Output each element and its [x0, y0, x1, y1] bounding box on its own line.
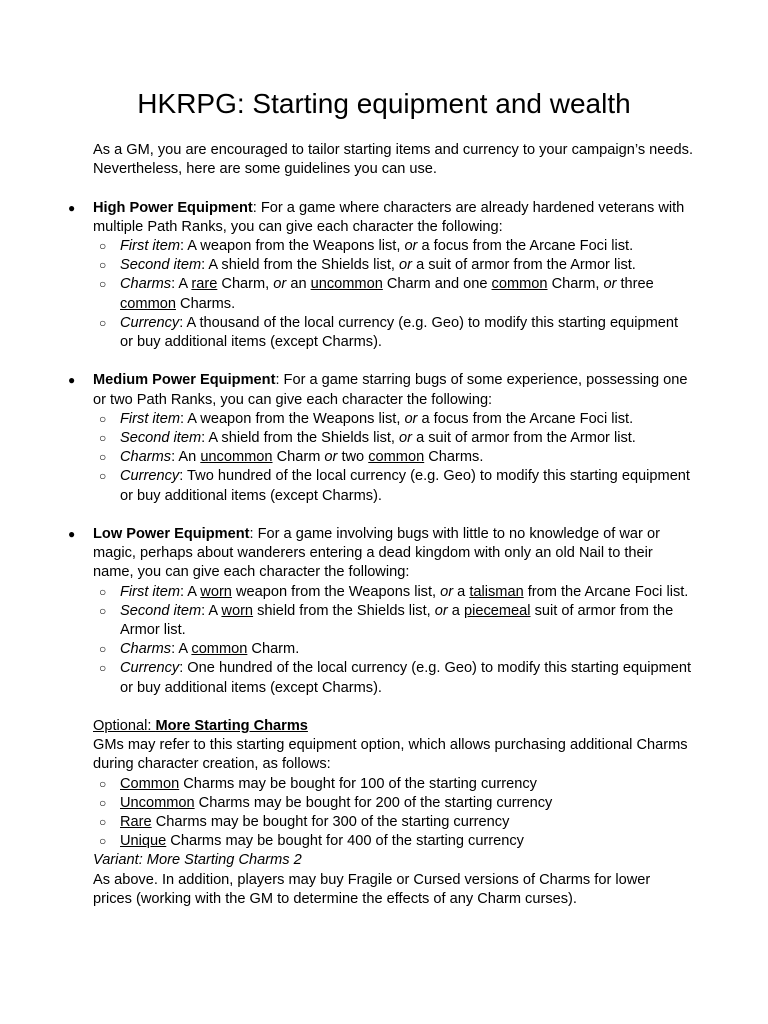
- circle-bullet-icon: ○: [99, 411, 107, 426]
- circle-bullet-icon: ○: [99, 239, 107, 253]
- optional-charm-price-list: [93, 775, 693, 852]
- list-item: ○ Common Charms may be bought for 100 of the starting currency: [120, 775, 693, 794]
- optional-section: [93, 717, 693, 909]
- list-item: ○ Charms: A rare Charm, or an uncommon Charm and one common Charm, or three common Charms.: [99, 276, 654, 312]
- intro-paragraph: As a GM, you are encouraged to tailor starting items and currency to your campaign’s needs. Nevertheless, here are some guidelines you can use.: [93, 142, 694, 178]
- circle-bullet-icon: ○: [99, 469, 107, 484]
- list-item: ○ Second item: A shield from the Shields list, or a suit of armor from the Armor list.: [120, 429, 693, 448]
- variant-description: As above. In addition, players may buy Fragile or Cursed versions of Charms for lower prices (working with the GM to determine the effects of any Charm curses).: [93, 871, 651, 907]
- document-body: [68, 141, 694, 909]
- high-power-heading: High Power Equipment: [93, 199, 253, 216]
- list-item: ○ Uncommon Charms may be bought for 200 of the starting currency: [120, 794, 693, 813]
- circle-bullet-icon: ○: [99, 642, 107, 657]
- low-power-description: Low Power Equipment: For a game involving bugs with little to no knowledge of war or magic, perhaps about wanderers entering a dead kingdom with only an old Nail to their name, you can give each character the following:: [93, 526, 660, 581]
- circle-bullet-icon: ○: [99, 776, 107, 791]
- bullet-icon: ●: [68, 527, 76, 542]
- list-item: ○ First item: A worn weapon from the Weapons list, or a talisman from the Arcane Foci list.: [120, 583, 693, 602]
- list-item: ○ Unique Charms may be bought for 400 of the starting currency: [120, 832, 693, 851]
- list-item: ○ Charms: An uncommon Charm or two common Charms.: [120, 448, 693, 467]
- list-item: ○ Rare Charms may be bought for 300 of the starting currency: [120, 813, 693, 832]
- optional-heading: Optional: More Starting Charms: [93, 718, 308, 735]
- circle-bullet-icon: ○: [99, 315, 107, 330]
- circle-bullet-icon: ○: [99, 834, 107, 849]
- medium-power-heading: Medium Power Equipment: [93, 372, 276, 389]
- circle-bullet-icon: ○: [99, 258, 107, 273]
- high-power-list: [93, 237, 693, 352]
- circle-bullet-icon: ○: [99, 277, 107, 292]
- medium-power-list: [93, 410, 693, 506]
- bullet-icon: ●: [68, 373, 76, 388]
- list-item: ○ Currency: Two hundred of the local currency (e.g. Geo) to modify this starting equipment or buy additional items (except Charms).: [99, 468, 690, 504]
- medium-power-section: [68, 371, 693, 505]
- high-power-section: [68, 199, 693, 353]
- page-title: HKRPG: Starting equipment and wealth: [137, 88, 631, 119]
- optional-description: GMs may refer to this starting equipment option, which allows purchasing additional Charms during character creation, as follows:: [93, 737, 688, 773]
- list-item: ○ Second item: A shield from the Shields list, or a suit of armor from the Armor list.: [120, 256, 693, 275]
- low-power-section: [68, 525, 693, 698]
- circle-bullet-icon: ○: [99, 795, 107, 810]
- circle-bullet-icon: ○: [99, 661, 107, 676]
- circle-bullet-icon: ○: [99, 603, 107, 618]
- list-item: ○ Charms: A common Charm.: [120, 640, 693, 659]
- list-item: ○ Currency: A thousand of the local currency (e.g. Geo) to modify this starting equipment or buy additional items (except Charms).: [99, 314, 679, 351]
- medium-power-description: Medium Power Equipment: For a game starring bugs of some experience, possessing one or two Path Ranks, you can give each character the following:: [93, 372, 688, 408]
- low-power-list: [93, 583, 693, 698]
- list-item: ○ Currency: One hundred of the local currency (e.g. Geo) to modify this starting equipment or buy additional items (except Charms).: [99, 660, 692, 696]
- low-power-heading: Low Power Equipment: [93, 526, 250, 543]
- bullet-icon: ●: [68, 200, 76, 215]
- circle-bullet-icon: ○: [99, 584, 107, 599]
- high-power-description: High Power Equipment: For a game where characters are already hardened veterans with multiple Path Ranks, you can give each character the following:: [93, 199, 685, 235]
- circle-bullet-icon: ○: [99, 450, 107, 465]
- list-item: ○ Second item: A worn shield from the Shields list, or a piecemeal suit of armor from the Armor list.: [99, 602, 674, 639]
- circle-bullet-icon: ○: [99, 431, 107, 446]
- list-item: ○ First item: A weapon from the Weapons list, or a focus from the Arcane Foci list.: [120, 410, 693, 429]
- list-item: ○ First item: A weapon from the Weapons list, or a focus from the Arcane Foci list.: [120, 237, 693, 256]
- variant-heading: Variant: More Starting Charms 2: [93, 852, 302, 869]
- circle-bullet-icon: ○: [99, 815, 107, 830]
